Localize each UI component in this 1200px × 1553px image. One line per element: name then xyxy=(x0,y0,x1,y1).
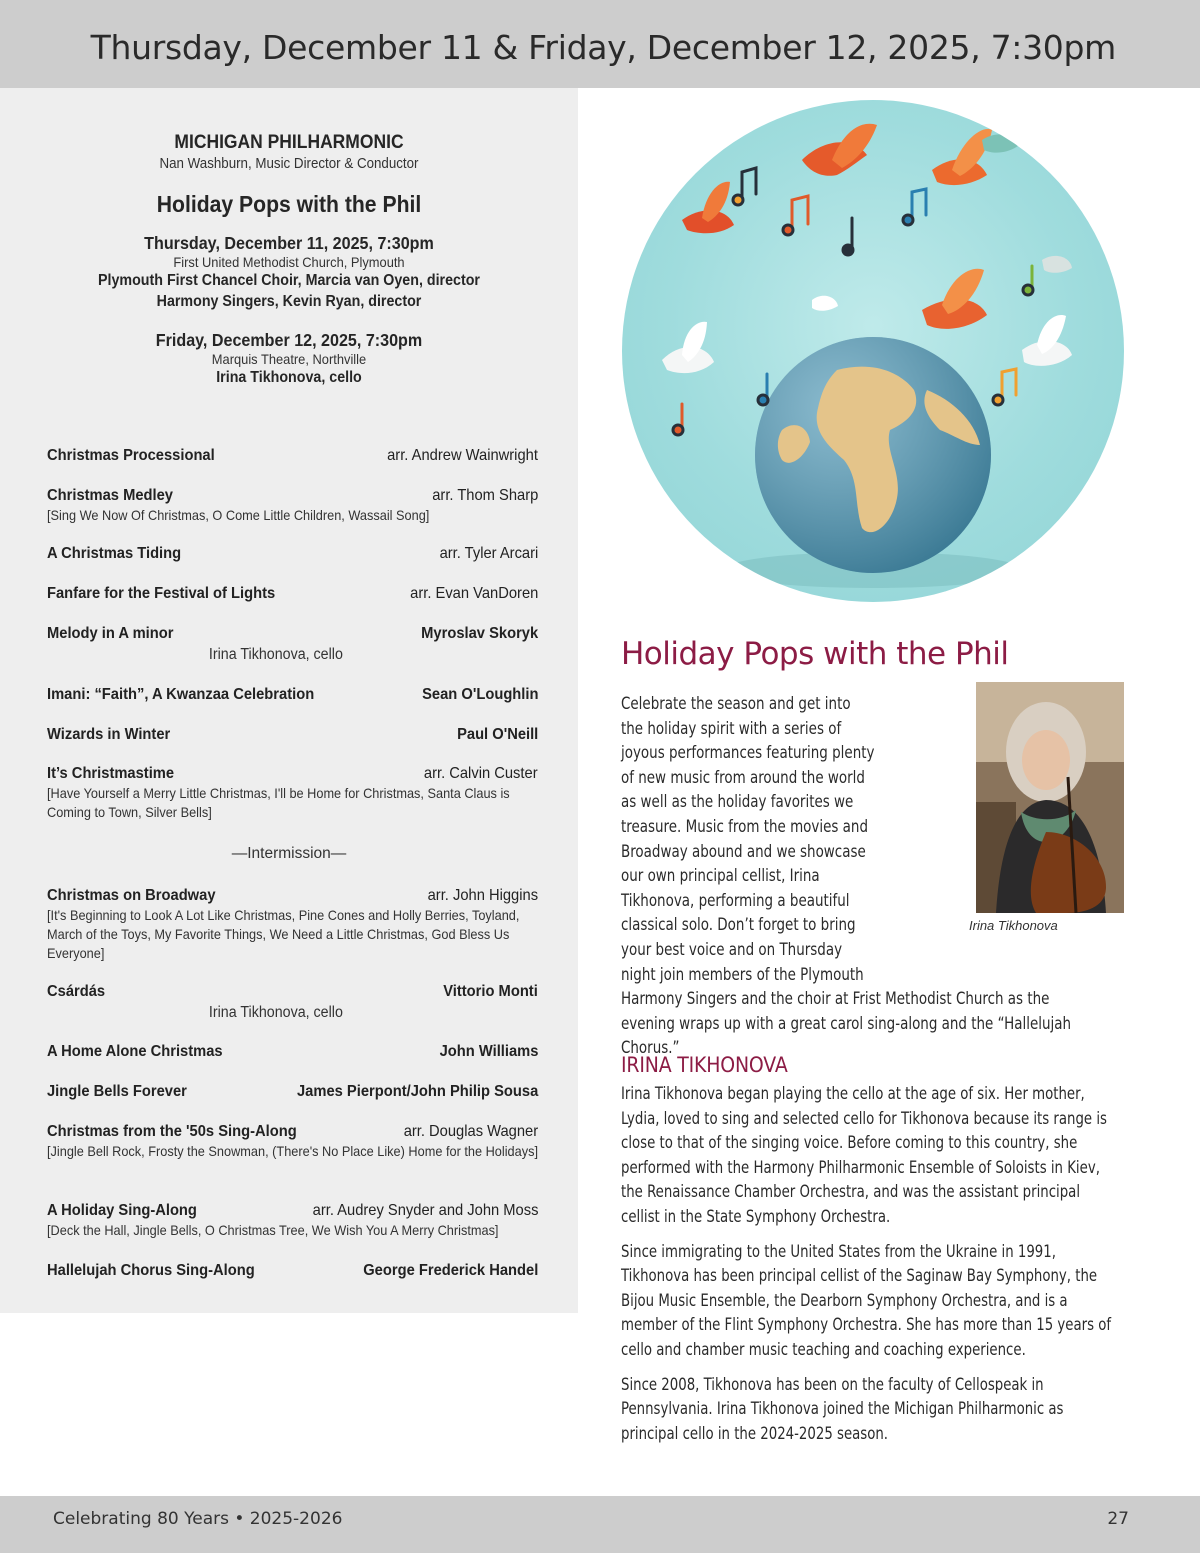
concert-title: Holiday Pops with the Phil xyxy=(156,191,422,217)
program-item xyxy=(47,625,538,664)
piece-composer: George Frederick Handel xyxy=(362,1262,538,1279)
piece-composer: arr. Calvin Custer xyxy=(424,765,538,782)
program-item xyxy=(47,1202,538,1240)
piece-title: A Home Alone Christmas xyxy=(47,1043,223,1060)
piece-title: Christmas Processional xyxy=(47,447,215,464)
piece-composer: arr. Douglas Wagner xyxy=(403,1123,538,1140)
program-item xyxy=(47,487,538,525)
piece-composer: arr. Audrey Snyder and John Moss xyxy=(312,1202,538,1219)
bio-heading: IRINA TIKHONOVA xyxy=(621,1053,788,1077)
bio-paragraph: Since 2008, Tikhonova has been on the faculty of Cellospeak in Pennsylvania. Irina Tikhonova joined the Michigan Philharmonic as principal cello in the 2024-2025 season. xyxy=(621,1374,1064,1444)
piece-composer: Sean O'Loughlin xyxy=(421,686,538,703)
program-item xyxy=(47,1043,538,1061)
piece-composer: arr. Evan VanDoren xyxy=(409,585,538,602)
program-panel xyxy=(0,88,578,1313)
piece-title: Imani: “Faith”, A Kwanzaa Celebration xyxy=(47,686,315,703)
globe-illustration xyxy=(622,100,1124,602)
piece-soloist: Irina Tikhonova, cello xyxy=(208,1004,343,1021)
bio-text xyxy=(621,1082,1119,1446)
piece-soloist: Irina Tikhonova, cello xyxy=(208,646,343,663)
piece-composer: James Pierpont/John Philip Sousa xyxy=(296,1083,538,1100)
piece-title: Fanfare for the Festival of Lights xyxy=(47,585,276,602)
program-item xyxy=(47,585,538,603)
piece-title: Hallelujah Chorus Sing-Along xyxy=(47,1262,255,1279)
piece-title: Melody in A minor xyxy=(47,625,174,642)
header-band xyxy=(0,0,1200,88)
piece-title: It’s Christmastime xyxy=(47,765,175,782)
intermission: —Intermission— xyxy=(231,845,347,862)
program-item xyxy=(47,726,538,744)
footer-text: Celebrating 80 Years • 2025-2026 xyxy=(53,1509,343,1529)
page-number: 27 xyxy=(1107,1509,1129,1529)
piece-title: Wizards in Winter xyxy=(47,726,171,743)
program-item xyxy=(47,1123,538,1161)
guest-ensemble: Harmony Singers, Kevin Ryan, director xyxy=(156,293,422,310)
footer-band xyxy=(0,1496,1200,1553)
piece-composer: arr. Tyler Arcari xyxy=(439,545,538,562)
intro-paragraph: Celebrate the season and get into the holiday spirit with a series of joyous performances featuring plenty of new music from around the world as well as the holiday favorites we treasure. Music from the movies and Broadway abound and we showcase our own principal cellist, Irina Tikhonova, performing a beautiful classical solo. Don’t forget to bring your best voice and on Thursday night join members of the Plymouth Harmony Singers and the choir at Frist Methodist Church as the evening wraps up with a great carol sing-along and the “Hallelujah Chorus.” xyxy=(621,694,1072,1059)
piece-composer: Paul O'Neill xyxy=(456,726,538,743)
piece-title: Csárdás xyxy=(47,983,106,1000)
bio-paragraph: Irina Tikhonova began playing the cello at the age of six. Her mother, Lydia, loved to sing and selected cello for Tikhonova because its range is close to that of the singing voice. Before coming to this country, she performed with the Harmony Philharmonic Ensemble of Soloists in Kiev, the Renaissance Chamber Orchestra, and was the assistant principal cellist in the State Symphony Orchestra. xyxy=(621,1084,1107,1227)
performance-venue: Marquis Theatre, Northville xyxy=(211,351,367,367)
program-item xyxy=(47,447,538,465)
program-header xyxy=(0,132,578,388)
piece-composer: arr. Andrew Wainwright xyxy=(387,447,538,464)
piece-composer: arr. Thom Sharp xyxy=(431,487,538,504)
piece-composer: Vittorio Monti xyxy=(443,983,538,1000)
piece-composer: John Williams xyxy=(439,1043,538,1060)
performance-venue: First United Methodist Church, Plymouth xyxy=(173,254,405,270)
globe-birds-music-notes-image xyxy=(622,100,1124,602)
piece-title: Christmas on Broadway xyxy=(47,887,216,904)
program-item xyxy=(47,686,538,704)
music-director: Nan Washburn, Music Director & Conductor xyxy=(159,156,419,172)
program-item xyxy=(47,1262,538,1280)
piece-medley: [Jingle Bell Rock, Frosty the Snowman, (There's No Place Like) Home for the Holidays] xyxy=(47,1143,539,1159)
bio-paragraph: Since immigrating to the United States from the Ukraine in 1991, Tikhonova has been principal cellist of the Saginaw Bay Symphony, the Bijou Music Ensemble, the Dearborn Symphony Orchestra, and is a member of the Flint Symphony Orchestra. She has more than 15 years of cello and chamber music teaching and coaching experience. xyxy=(621,1241,1112,1360)
guest-ensemble: Plymouth First Chancel Choir, Marcia van Oyen, director xyxy=(98,272,480,289)
piece-composer: Myroslav Skoryk xyxy=(420,625,538,642)
program-item xyxy=(47,765,538,822)
piece-title: A Christmas Tiding xyxy=(47,545,182,562)
piece-title: Christmas Medley xyxy=(47,487,173,504)
orchestra-name: MICHIGAN PHILHARMONIC xyxy=(174,132,404,153)
piece-medley: [Sing We Now Of Christmas, O Come Little Children, Wassail Song] xyxy=(47,507,430,523)
performance-date: Friday, December 12, 2025, 7:30pm xyxy=(155,330,423,350)
program-item xyxy=(47,1083,538,1101)
piece-title: A Holiday Sing-Along xyxy=(47,1202,197,1219)
program-item xyxy=(47,887,538,963)
piece-medley: [It's Beginning to Look A Lot Like Christmas, Pine Cones and Holly Berries, Toyland, March of the Toys, My Favorite Things, We Need a Little Christmas, God Bless Us Everyone] xyxy=(47,907,520,961)
piece-medley: [Have Yourself a Merry Little Christmas, I'll be Home for Christmas, Santa Claus is Coming to Town, Silver Bells] xyxy=(47,785,510,820)
photo-caption: Irina Tikhonova xyxy=(969,918,1058,933)
piece-composer: arr. John Higgins xyxy=(427,887,538,904)
program-item xyxy=(47,545,538,563)
piece-title: Christmas from the '50s Sing-Along xyxy=(47,1123,297,1140)
article-intro xyxy=(621,692,1096,1061)
piece-title: Jingle Bells Forever xyxy=(47,1083,187,1100)
program-item xyxy=(47,983,538,1022)
performance-date: Thursday, December 11, 2025, 7:30pm xyxy=(144,233,434,253)
article-title: Holiday Pops with the Phil xyxy=(621,636,1009,672)
guest-soloist: Irina Tikhonova, cello xyxy=(216,369,362,386)
piece-medley: [Deck the Hall, Jingle Bells, O Christmas Tree, We Wish You A Merry Christmas] xyxy=(47,1222,499,1238)
date-heading: Thursday, December 11 & Friday, December 12, 2025, 7:30pm xyxy=(90,28,1116,67)
